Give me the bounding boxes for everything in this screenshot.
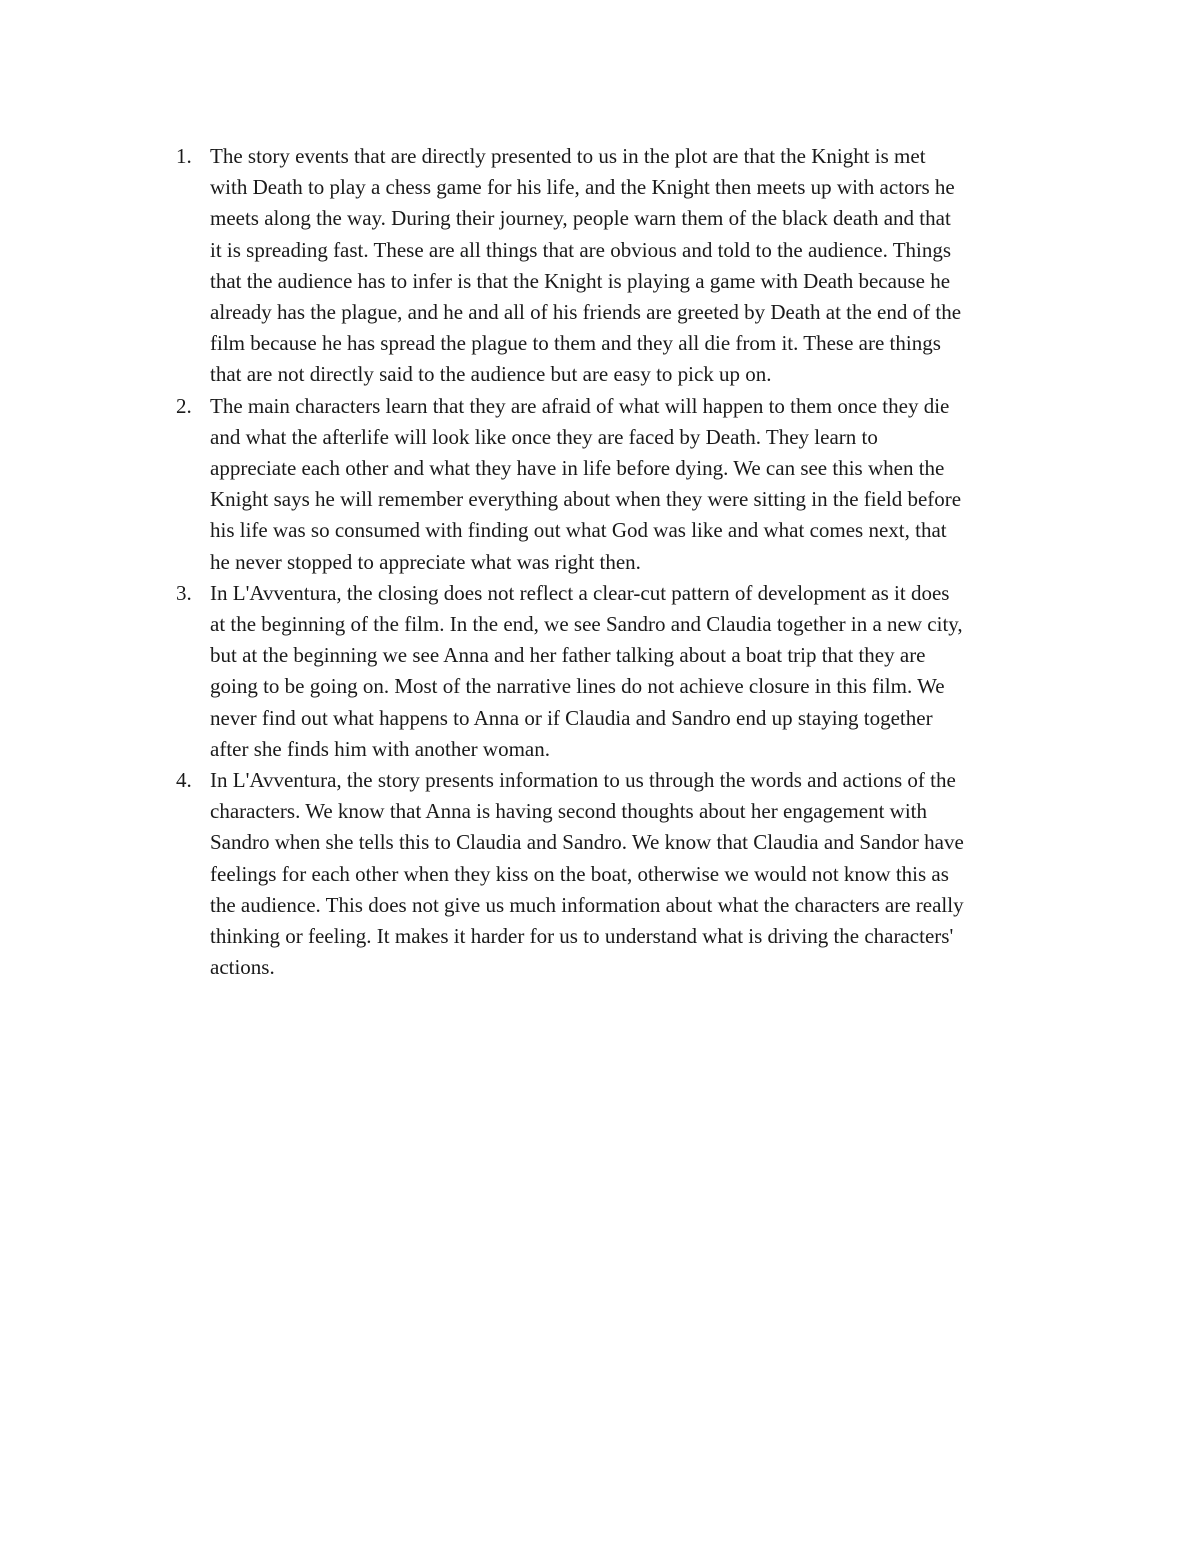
answer-item-1 (172, 141, 1062, 391)
text-line: never find out what happens to Anna or if Claudia and Sandro end up staying together (210, 705, 933, 730)
text-line: feelings for each other when they kiss on the boat, otherwise we would not know this as (210, 861, 949, 886)
item-number: 1. (176, 144, 192, 168)
text-line: The story events that are directly presented to us in the plot are that the Knight is met (210, 144, 926, 168)
text-line: he never stopped to appreciate what was right then. (210, 549, 641, 574)
answer-item-3 (172, 578, 1062, 765)
item-number: 3. (176, 580, 192, 605)
text-line: that are not directly said to the audience but are easy to pick up on. (210, 362, 772, 387)
text-line: it is spreading fast. These are all things that are obvious and told to the audience. Things (210, 237, 952, 262)
text-line: already has the plague, and he and all of his friends are greeted by Death at the end of the (210, 300, 962, 325)
text-line: with Death to play a chess game for his life, and the Knight then meets up with actors he (210, 175, 955, 200)
text-line: In L'Avventura, the closing does not reflect a clear-cut pattern of development as it does (210, 580, 950, 605)
text-line: Knight says he will remember everything about when they were sitting in the field before (210, 487, 962, 512)
text-line: that the audience has to infer is that the Knight is playing a game with Death because he (210, 268, 951, 293)
text-line: going to be going on. Most of the narrative lines do not achieve closure in this film. We (210, 674, 945, 699)
text-line: thinking or feeling. It makes it harder for us to understand what is driving the characters' (210, 924, 954, 949)
item-number: 2. (176, 393, 192, 418)
answer-item-2 (172, 391, 1062, 578)
text-line: The main characters learn that they are afraid of what will happen to them once they die (210, 393, 950, 418)
text-line: characters. We know that Anna is having second thoughts about her engagement with (210, 799, 927, 824)
text-line: film because he has spread the plague to them and they all die from it. These are things (210, 331, 941, 356)
text-line: In L'Avventura, the story presents information to us through the words and actions of the (210, 768, 956, 793)
text-line: at the beginning of the film. In the end, we see Sandro and Claudia together in a new city, (210, 612, 963, 637)
text-line: his life was so consumed with finding out what God was like and what comes next, that (210, 518, 947, 543)
text-line: but at the beginning we see Anna and her father talking about a boat trip that they are (210, 643, 926, 668)
answer-item-4 (172, 765, 1062, 983)
answer-text (210, 578, 1062, 765)
text-line: Sandro when she tells this to Claudia and Sandro. We know that Claudia and Sandor have (210, 830, 964, 855)
text-line: and what the afterlife will look like once they are faced by Death. They learn to (210, 424, 878, 449)
text-line: the audience. This does not give us much information about what the characters are really (210, 892, 964, 917)
answer-text (210, 765, 1062, 983)
item-number: 4. (176, 768, 192, 793)
text-line: actions. (210, 955, 275, 980)
text-line: meets along the way. During their journey, people warn them of the black death and that (210, 206, 951, 231)
text-line: after she finds him with another woman. (210, 736, 550, 761)
answer-text (210, 141, 1062, 391)
answer-text (210, 391, 1062, 578)
answer-list (172, 141, 1062, 983)
text-line: appreciate each other and what they have in life before dying. We can see this when the (210, 456, 945, 481)
